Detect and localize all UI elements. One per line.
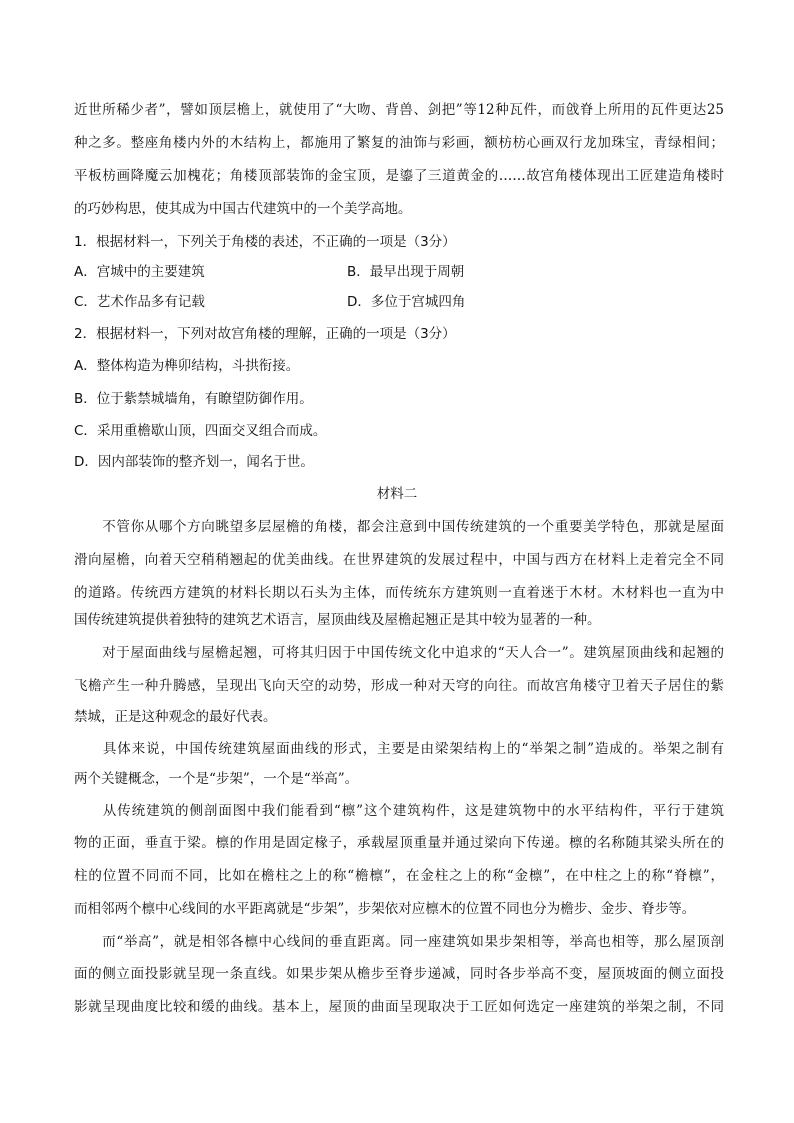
material1-line: 种之多。整座角楼内外的木结构上，都施用了繁复的油饰与彩画，额枋枋心画双行龙加珠宝，青绿相间； <box>74 135 724 151</box>
material2-line: 物的正面，垂直于梁。檩的作用是固定椽子，承载屋顶重量并通过梁向下传递。檩的名称随其梁头所在的 <box>74 835 724 851</box>
material2-line: 柱的位置不同而不同，比如在檐柱之上的称“檐檩”，在金柱之上的称“金檩”，在中柱之上的称“脊檩”， <box>74 868 724 884</box>
question-1-option-b: B．最早出现于周朝 <box>347 264 465 280</box>
material2-line: 具体来说，中国传统建筑屋面曲线的形式，主要是由梁架结构上的“举架之制”造成的。举架之制有 <box>74 741 724 757</box>
question-1-option-c: C．艺术作品多有记载 <box>74 294 205 310</box>
material1-line: 近世所稀少者”，譬如顶层檐上，就使用了“大吻、背兽、剑把”等12种瓦件，而戗脊上所用的瓦件更达25 <box>74 102 724 118</box>
material2-line: 不管你从哪个方向眺望多层屋檐的角楼，都会注意到中国传统建筑的一个重要美学特色，那就是屋面 <box>74 519 724 535</box>
material1-line: 平板枋画降魔云加槐花；角楼顶部装饰的金宝顶，是鎏了三道黄金的……故宫角楼体现出工匠建造角楼时 <box>74 168 724 184</box>
question-1-option-a: A．宫城中的主要建筑 <box>74 264 205 280</box>
material2-line: 滑向屋檐，向着天空稍稍翘起的优美曲线。在世界建筑的发展过程中，中国与西方在材料上走着完全不同 <box>74 552 724 568</box>
material2-line: 对于屋面曲线与屋檐起翘，可将其归因于中国传统文化中追求的“天人合一”。建筑屋顶曲线和起翘的 <box>74 645 724 661</box>
question-1-stem: 1．根据材料一，下列关于角楼的表述，不正确的一项是（3分） <box>74 234 456 250</box>
material2-line: 而相邻两个檩中心线间的水平距离就是“步架”，步架依对应檩木的位置不同也分为檐步、金步、脊步等。 <box>74 901 696 917</box>
material1-line: 的巧妙构思，使其成为中国古代建筑中的一个美学高地。 <box>74 201 412 217</box>
question-2-option-d: D．因内部装饰的整齐划一，闻名于世。 <box>74 454 314 470</box>
question-1-option-d: D．多位于宫城四角 <box>347 294 466 310</box>
material2-line: 飞檐产生一种升腾感，呈现出飞向天空的动势，形成一种对天穹的向往。而故宫角楼守卫着天子居住的紫 <box>74 678 724 694</box>
material2-line: 面的侧立面投影就呈现一条直线。如果步架从檐步至脊步递减，同时各步举高不变，屋顶坡面的侧立面投 <box>74 966 724 982</box>
material2-heading: 材料二 <box>376 486 418 502</box>
material2-line: 影就呈现曲度比较和缓的曲线。基本上，屋顶的曲面呈现取决于工匠如何选定一座建筑的举架之制，不同 <box>74 999 724 1015</box>
question-2-stem: 2．根据材料一，下列对故宫角楼的理解，正确的一项是（3分） <box>74 326 456 342</box>
material2-line: 禁城，正是这种观念的最好代表。 <box>74 709 277 725</box>
question-2-option-c: C．采用重檐歇山顶，四面交叉组合而成。 <box>74 423 327 439</box>
question-2-option-a: A．整体构造为榫卯结构，斗拱衔接。 <box>74 358 300 374</box>
material2-line: 而“举高”，就是相邻各檩中心线间的垂直距离。同一座建筑如果步架相等，举高也相等，那么屋顶剖 <box>74 934 724 950</box>
question-2-option-b: B．位于紫禁城墙角，有瞭望防御作用。 <box>74 391 313 407</box>
material2-line: 从传统建筑的侧剖面图中我们能看到“檩”这个建筑构件，这是建筑物中的水平结构件，平行于建筑 <box>74 803 724 819</box>
material2-line: 国传统建筑提供着独特的建筑艺术语言，屋顶曲线及屋檐起翘正是其中较为显著的一种。 <box>74 612 601 628</box>
material2-line: 的道路。传统西方建筑的材料长期以石头为主体，而传统东方建筑则一直着迷于木材。木材料也一直为中 <box>74 585 724 601</box>
material2-line: 两个关键概念，一个是“步架”，一个是“举高”。 <box>74 771 359 787</box>
